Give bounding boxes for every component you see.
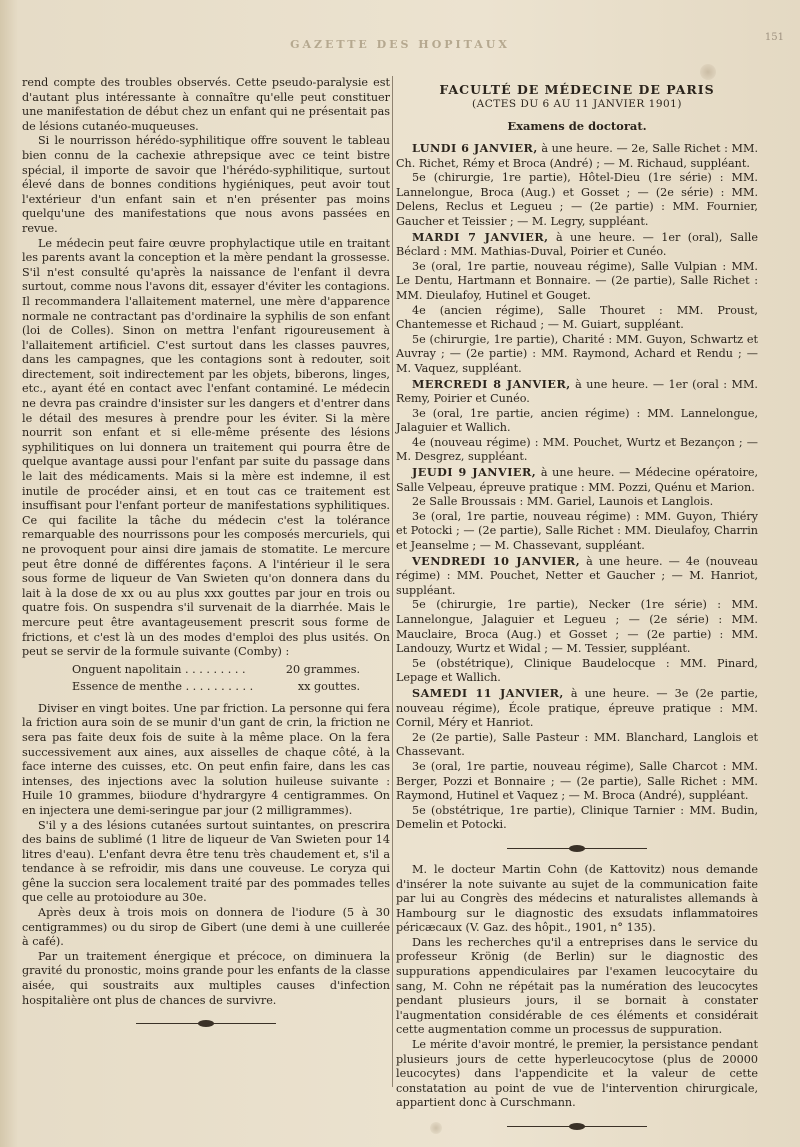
right-column	[396, 76, 759, 1110]
paragraph: M. le docteur Martin Cohn (de Kattovitz) nous demande d'insérer la note suivante au sujet de la communication faite par lui au Congrès des médecins et naturalistes allemands à Hambourg sur le diagnostic des exsudats inflammatoires péricæcaux (V. Gaz. des hôpit., 1901, n° 135).	[396, 862, 758, 935]
section-ornament-rule	[136, 1018, 276, 1028]
exam-entry	[396, 657, 758, 686]
exam-details: 4e (ancien régime), Salle Thouret : MM. Proust, Chantemesse et Richaud ; — M. Guiart, suppléant.	[396, 303, 758, 332]
paragraph: Par un traitement énergique et précoce, on diminuera la gravité du pronostic, moins grande pour les enfants de la classe aisée, qui soustraits aux multiples causes d'infection hospitalière ont plus de chances de survivre.	[22, 949, 390, 1007]
exam-details: à une heure. — 3e (2e partie, nouveau régime), École pratique, épreuve pratique : MM. Cornil, Méry et Hanriot.	[396, 686, 758, 730]
exam-entry	[396, 465, 758, 495]
exam-entry	[396, 304, 758, 333]
exam-entry	[396, 260, 758, 304]
exam-details: à une heure. — 2e, Salle Richet : MM. Ch. Richet, Rémy et Broca (André) ; — M. Richaud, suppléant.	[396, 142, 758, 170]
exam-entry	[396, 171, 758, 229]
exam-entry	[396, 554, 758, 599]
exam-day: MARDI 7 JANVIER,	[412, 229, 549, 244]
exam-details: 5e (chirurgie, 1re partie), Charité : MM. Guyon, Schwartz et Auvray ; — (2e partie) : MM. Raymond, Achard et Rendu ; — M. Vaquez, suppléant.	[396, 332, 758, 375]
section-ornament-rule	[507, 1121, 647, 1131]
exam-day: LUNDI 6 JANVIER,	[412, 141, 538, 155]
exam-details: 5e (chirurgie, 1re partie), Necker (1re série) : MM. Lannelongue, Jalaguier et Legueu ; — (2e série) : MM. Mauclaire, Broca (Aug.) et Gosset ; — (2e partie) : MM. Landouzy, Wurtz et Widal ; — M. Tessier, suppléant.	[396, 598, 758, 656]
formula-line	[72, 679, 360, 694]
section-ornament-rule	[507, 843, 647, 853]
paragraph: Après deux à trois mois on donnera de l'iodure (5 à 30 centigrammes) ou du sirop de Gibert (une demi à une cuillerée à café).	[22, 906, 390, 949]
exam-entry	[396, 598, 758, 656]
exam-details: 3e (oral, 1re partie, ancien régime) : MM. Lannelongue, Jalaguier et Wallich.	[396, 406, 758, 435]
exam-entry	[396, 230, 758, 260]
exam-details: 3e (oral, 1re partie, nouveau régime) : MM. Guyon, Thiéry et Potocki ; — (2e partie), Salle Richet : MM. Dieulafoy, Charrin et Jeanselme ; — M. Chassevant, suppléant.	[396, 509, 758, 553]
exam-entry	[396, 510, 758, 554]
formula-dose: xx gouttes.	[297, 679, 360, 693]
exam-entry	[396, 495, 758, 510]
exam-entry	[396, 436, 758, 465]
left-column	[22, 76, 390, 1087]
paragraph: rend compte des troubles observés. Cette pseudo-paralysie est d'autant plus intéressante à connaître qu'elle peut constituer une manifestation de début chez un enfant qui ne présentait pas de lésions cutanéo-muqueuses.	[22, 76, 390, 133]
exam-day: SAMEDI 11 JANVIER,	[412, 685, 564, 700]
exam-entry	[396, 760, 758, 804]
exam-details: à une heure. — 1er (oral), Salle Béclard : MM. Mathias-Duval, Poirier et Cunéo.	[396, 230, 758, 259]
formula-line	[72, 662, 360, 677]
paragraph: Dans les recherches qu'il a entreprises dans le service du professeur Krönig (de Berlin) sur le diagnostic des suppurations appendiculaires par l'examen leucocytaire du sang, M. Cohn ne répétait pas la numération des leucocytes pendant plusieurs jours, il se bornait à constater l'augmentation considérable de ces éléments et considérait cette augmentation comme un processus de suppuration.	[396, 935, 758, 1037]
section-heading: Examens de doctorat.	[507, 119, 647, 133]
paragraph: Le mérite d'avoir montré, le premier, la persistance pendant plusieurs jours de cette hyperleucocytose (plus de 20000 leucocytes) dans l'appendicite et la valeur de cette constatation au point de vue de l'intervention chirurgicale, appartient donc à Curschmann.	[396, 1038, 758, 1110]
exam-details: à une heure. — Médecine opératoire, Salle Velpeau, épreuve pratique : MM. Pozzi, Quénu et Marion.	[396, 466, 759, 494]
exam-entry	[396, 333, 758, 377]
page-number: 151	[764, 32, 784, 43]
exam-details: 5e (obstétrique, 1re partie), Clinique Tarnier : MM. Budin, Demelin et Potocki.	[396, 803, 758, 832]
paragraph: S'il y a des lésions cutanées surtout suintantes, on prescrira des bains de sublimé (1 litre de liqueur de Van Swieten pour 14 litres d'eau). L'enfant devra être tenu très chaudement et, s'il a tendance à se refroidir, mis dans une couveuse. Le coryza qui gêne la succion sera localement traité par des pommades telles que celle au protoiodure au 30e.	[22, 818, 390, 905]
exam-entry	[396, 686, 758, 731]
exam-details: 4e (nouveau régime) : MM. Pouchet, Wurtz et Bezançon ; — M. Desgrez, suppléant.	[396, 435, 758, 464]
exam-details: à une heure. — 1er (oral : MM. Remy, Poirier et Cunéo.	[396, 377, 758, 406]
paragraph: Le médecin peut faire œuvre prophylactique utile en traitant les parents avant la conception et la mère pendant la grossesse. S'il n'est consulté qu'après la naissance de l'enfant il devra surtout, comme nous l'avons dit, essayer d'éviter les contagions. Il recommandera l'allaitement maternel, une mère d'apparence normale ne contractant pas d'ordinaire la syphilis de son enfant (loi de Colles). Sinon on mettra l'enfant rigoureusement à l'allaitement artificiel. C'est surtout dans les classes pauvres, dans les campagnes, que les contagions sont à redouter, soit directement, soit indirectement par les objets, biberons, linges, etc., ayant été en contact avec l'enfant contaminé. Le médecin ne devra pas craindre d'insister sur les dangers et d'entrer dans le détail des mesures à prendre pour les éviter. Si la mère nourrit son enfant et si elle-même présente des lésions syphilitiques on lui donnera un traitement qui pourra être de quelque avantage aussi pour l'enfant par suite du passage dans le lait des médicaments. Mais si la mère est indemne, il est inutile de procéder ainsi, et en tout cas ce traitement est insuffisant pour l'enfant porteur de manifestations syphilitiques. Ce qui facilite la tâche du médecin c'est la tolérance remarquable des nourrissons pour les composés mercuriels, qui ne provoquent pour ainsi dire jamais de stomatite. Le mercure peut être donné de différentes façons. A l'intérieur il le sera sous forme de liqueur de Van Swieten qu'on donnera dans du lait à la dose de xx ou au plus xxx gouttes par jour en trois ou quatre fois. On suspendra s'il survenait de la diarrhée. Mais le mercure peut être avantageusement prescrit sous forme de frictions, et c'est là un des modes d'emploi des plus usités. On peut se servir de la formule suivante (Comby) :	[22, 236, 390, 659]
exam-details: à une heure. — 4e (nouveau régime) : MM. Pouchet, Netter et Gaucher ; — M. Hanriot, suppléant.	[396, 554, 758, 597]
article-title: FACULTÉ DE MÉDECINE DE PARIS	[439, 82, 715, 97]
paragraph: Diviser en vingt boites. Une par friction. La personne qui fera la friction aura soin de se munir d'un gant de crin, la friction ne sera pas faite deux fois de suite à la même place. On la fera successivement aux aines, aux aisselles de chaque côté, à la face interne des cuisses, etc. On peut enfin faire, dans les cas intenses, des injections avec la solution huileuse suivante : Huile 10 grammes, biiodure d'hydrargyre 4 centigrammes. On en injectera une demi-seringue par jour (2 milligrammes).	[22, 701, 390, 817]
exam-schedule	[396, 141, 758, 833]
paragraph: Si le nourrisson hérédo-syphilitique offre souvent le tableau bien connu de la cachexie athrepsique avec ce teint bistre spécial, il importe de savoir que l'hérédo-syphilitique, surtout élevé dans de bonnes conditions hygiéniques, peut avoir tout l'extérieur d'un enfant sain et n'en présenter pas moins quelqu'une des manifestations que nous avons passées en revue.	[22, 134, 390, 235]
exam-day: JEUDI 9 JANVIER,	[412, 465, 537, 480]
exam-details: 3e (oral, 1re partie, nouveau régime), Salle Charcot : MM. Berger, Pozzi et Bonnaire ; — (2e partie), Salle Richet : MM. Raymond, Hutinel et Vaquez ; — M. Broca (André), suppléant.	[396, 759, 758, 803]
formula-ingredient: Essence de menthe . . . . . . . . . .	[72, 679, 254, 693]
exam-entry	[396, 731, 758, 760]
article-subtitle: (ACTES DU 6 AU 11 JANVIER 1901)	[472, 98, 682, 110]
exam-details: 2e Salle Broussais : MM. Gariel, Launois et Langlois.	[412, 495, 714, 509]
exam-details: 5e (obstétrique), Clinique Baudelocque : MM. Pinard, Lepage et Wallich.	[396, 656, 758, 685]
exam-entry	[396, 377, 758, 407]
exam-entry	[396, 407, 758, 436]
column-divider	[392, 76, 393, 1087]
exam-day: MERCREDI 8 JANVIER,	[412, 376, 571, 391]
formula-ingredient: Onguent napolitain . . . . . . . . .	[72, 662, 246, 676]
exam-entry	[396, 804, 758, 833]
running-title: GAZETTE DES HOPITAUX	[290, 38, 510, 51]
exam-day: VENDREDI 10 JANVIER,	[412, 553, 581, 568]
exam-details: 2e (2e partie), Salle Pasteur : MM. Blanchard, Langlois et Chassevant.	[396, 730, 758, 759]
stain-mark	[430, 1122, 442, 1134]
exam-details: 3e (oral, 1re partie, nouveau régime), Salle Vulpian : MM. Le Dentu, Hartmann et Bonnaire. — (2e partie), Salle Richet : MM. Dieulafoy, Hutinel et Gouget.	[396, 259, 758, 302]
formula-dose: 20 grammes.	[285, 662, 360, 676]
exam-entry	[396, 141, 758, 171]
exam-details: 5e (chirurgie, 1re partie), Hôtel-Dieu (1re série) : MM. Lannelongue, Broca (Aug.) et Gosset ; — (2e série) : MM. Delens, Reclus et Legueu ; — (2e partie) : MM. Fournier, Gaucher et Teissier ; — M. Legry, suppléant.	[396, 171, 758, 228]
